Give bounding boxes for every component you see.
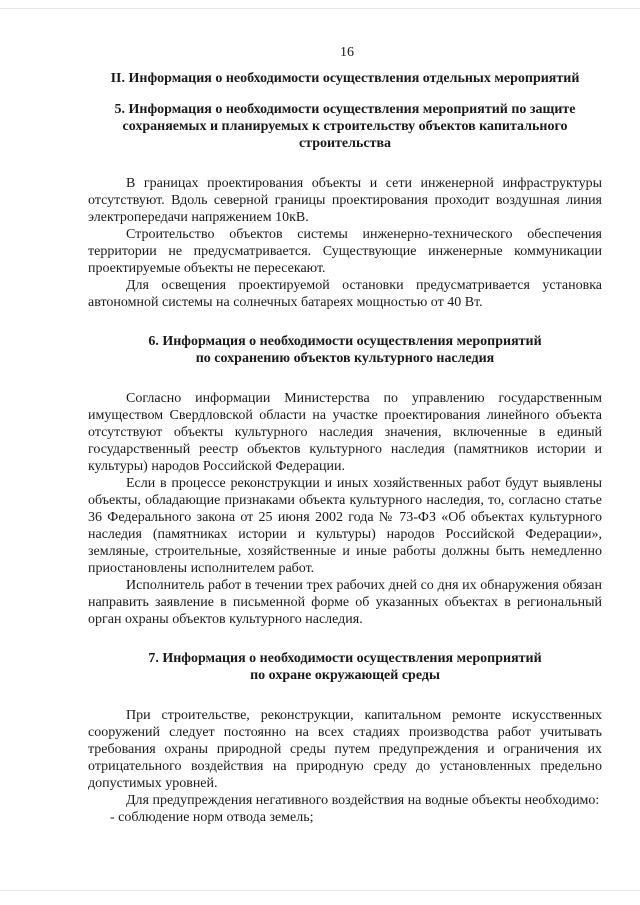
page-number: 16: [340, 45, 354, 60]
paragraph: В границах проектирования объекты и сети инженерной инфраструктуры отсутствуют. Вдоль северной границы проектирования проходит воздушная линия электропередачи напряжением 10кВ.: [88, 176, 602, 225]
subsection-5-title-line-1: 5. Информация о необходимости осуществления мероприятий по защите: [114, 102, 576, 117]
subsection-7-title: [88, 650, 602, 684]
paragraph: Согласно информации Министерства по управлению государственным имуществом Свердловской области на участке проектирования линейного объекта отсутствуют объекты культурного наследия значения, включенные в единый государственный реестр объектов культурного наследия (памятников истории и культуры) народов Российской Федерации.: [88, 391, 602, 474]
scan-edge-bottom: [0, 890, 640, 891]
subsection-6-title: [88, 333, 602, 367]
paragraph: Строительство объектов системы инженерно-технического обеспечения территории не предусматривается. Существующие инженерные коммуникации проектируемые объекты не пересекают.: [88, 227, 602, 276]
paragraph: Для предупреждения негативного воздействия на водные объекты необходимо:: [126, 793, 600, 808]
subsection-6-title-line-1: 6. Информация о необходимости осуществления мероприятий: [148, 334, 542, 349]
subsection-6-body: [88, 390, 602, 628]
subsection-5-body: [88, 175, 602, 311]
subsection-5-title-line-3: строительства: [298, 136, 392, 151]
subsection-7-title-line-2: по охране окружающей среды: [250, 668, 440, 683]
subsection-6-title-line-2: по сохранению объектов культурного наследия: [195, 351, 495, 366]
paragraph: Исполнитель работ в течении трех рабочих дней со дня их обнаружения обязан направить заявление в письменной форме об указанных объектах в региональный орган охраны объектов культурного наследия.: [88, 578, 602, 627]
subsection-5-title-line-2: сохраняемых и планируемых к строительству объектов капитального: [122, 119, 568, 134]
paragraph: Если в процессе реконструкции и иных хозяйственных работ будут выявлены объекты, обладающие признаками объекта культурного наследия, то, согласно статье 36 Федерального закона от 25 июня 2002 года № 73-ФЗ «Об объектах культурного наследия (памятниках истории и культуры) народов Российской Федерации», земляные, строительные, хозяйственные и иные работы должны быть немедленно приостановлены исполнителем работ.: [88, 476, 602, 576]
paragraph: Для освещения проектируемой остановки предусматривается установка автономной системы на солнечных батареях мощностью от 40 Вт.: [88, 278, 602, 310]
subsection-5-title: [88, 101, 602, 152]
list-item: - соблюдение норм отвода земель;: [110, 810, 314, 825]
scan-edge-top: [0, 8, 640, 9]
subsection-7-body: [88, 707, 602, 826]
subsection-7-title-line-1: 7. Информация о необходимости осуществления мероприятий: [148, 651, 542, 666]
paragraph: При строительстве, реконструкции, капитальном ремонте искусственных сооружений следует постоянно на всех стадиях производства работ учитывать требования охраны природной среды путем предупреждения и ограничения их отрицательного воздействия на природную среду до установленных предельно допустимых уровней.: [88, 708, 602, 791]
section-title: II. Информация о необходимости осуществления отдельных мероприятий: [110, 71, 580, 86]
